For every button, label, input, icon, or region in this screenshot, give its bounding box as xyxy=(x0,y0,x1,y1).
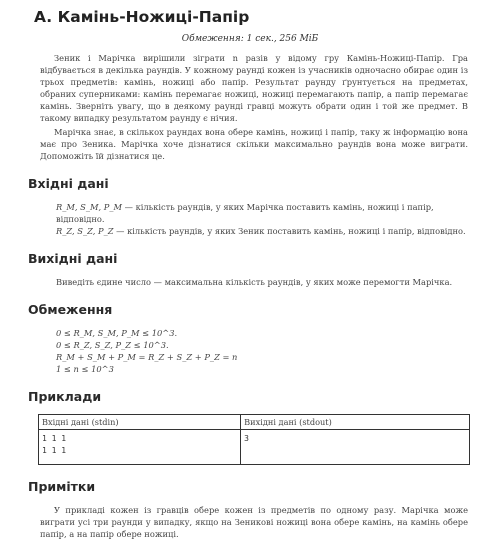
input-line-1-vars: R_M, S_M, P_M xyxy=(56,202,122,212)
examples-data-row xyxy=(39,430,470,465)
limits-line: Обмеження: 1 сек., 256 МіБ xyxy=(181,34,319,44)
input-line-2-vars: R_Z, S_Z, P_Z xyxy=(56,226,114,236)
example-input-cell xyxy=(39,430,241,465)
example-input-line-1: 1 1 1 xyxy=(42,434,67,443)
constraint-line-1: 0 ≤ R_M, S_M, P_M ≤ 10^3. xyxy=(56,328,178,338)
constraint-line-3: R_M + S_M + P_M = R_Z + S_Z + P_Z = n xyxy=(56,352,238,362)
notes-heading: Примітки xyxy=(28,479,96,494)
statement-paragraph-2: Марічка знає, в скількох раундах вона обере камінь, ножиці і папір, таку ж інформацію вона має про Зеника. Марічка хоче дізнатися скільки максимально раундів вона може виграти. Допоможіть їй дізнатися це. xyxy=(40,127,468,161)
constraint-line-2: 0 ≤ R_Z, S_Z, P_Z ≤ 10^3. xyxy=(56,340,169,350)
example-output-cell xyxy=(241,430,470,465)
output-heading: Вихідні дані xyxy=(28,251,118,266)
output-text: Виведіть єдине число — максимальна кількість раундів, у яких може перемогти Марічка. xyxy=(56,277,453,287)
notes-text: У прикладі кожен із гравців обере кожен із предметів по одному разу. Марічка може виграти усі три раунди у випадку, якщо на Зеникові ножиці вона обере камінь, на камінь обере папір, а на папір обере ножиці. xyxy=(40,505,468,539)
examples-header-row xyxy=(39,415,470,430)
statement-paragraph-1: Зеник і Марічка вирішили зіграти n разів у відому гру Камінь-Ножиці-Папір. Гра відбувається в декілька раундів. У кожному раунді кожен із учасників одночасно обирає один із трьох предметів: камінь, ножиці або папір. Результат раунду ґрунтується на предметах, обраних суперниками: камінь перемагає ножиці, ножиці перемагають папір, а папір перемагає камінь. Зверніть увагу, що в деякому раунді гравці можуть обрати один і той же предмет. В такому випадку результатом раунду є нічия. xyxy=(40,53,468,123)
examples-input-column-header: Вхідні дані (stdin) xyxy=(39,415,241,430)
input-heading: Вхідні дані xyxy=(28,176,109,191)
example-input-line-2: 1 1 1 xyxy=(42,446,67,455)
examples-output-column-header: Вихідні дані (stdout) xyxy=(241,415,470,430)
example-output-line-1: 3 xyxy=(244,434,249,443)
constraint-line-4: 1 ≤ n ≤ 10^3 xyxy=(56,364,114,374)
examples-table xyxy=(38,414,470,465)
input-line-1 xyxy=(28,201,472,225)
input-line-2-text: — кількість раундів, у яких Зеник поставить камінь, ножиці і папір, відповідно. xyxy=(113,226,466,236)
input-line-2 xyxy=(28,225,472,237)
examples-heading: Приклади xyxy=(28,389,102,404)
problem-title: A. Камінь-Ножиці-Папір xyxy=(34,8,250,26)
input-line-1-text: — кількість раундів, у яких Марічка поставить камінь, ножиці і папір, відповідно. xyxy=(56,202,434,224)
constraints-heading: Обмеження xyxy=(28,302,113,317)
